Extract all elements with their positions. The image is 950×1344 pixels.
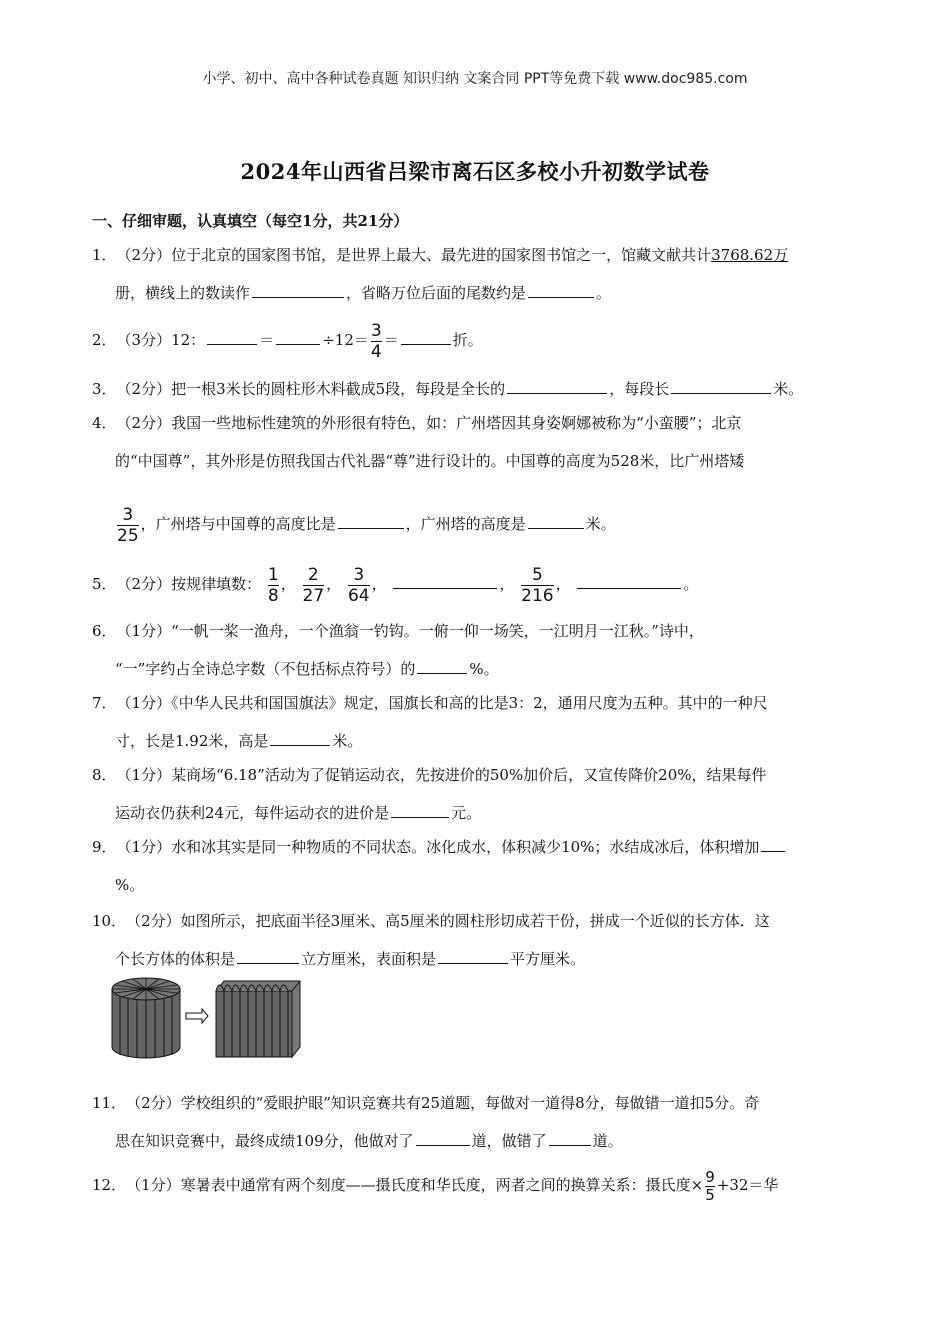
answer-blank[interactable] <box>393 572 497 589</box>
answer-blank[interactable] <box>528 281 594 298</box>
underlined-number: 3768.62万 <box>711 246 789 264</box>
answer-blank[interactable] <box>671 377 771 394</box>
fraction: $\frac{3}{64}$ <box>347 564 370 606</box>
fraction: $\frac{9}{5}$ <box>705 1167 715 1204</box>
exam-title: 2024年山西省吕梁市离石区多校小升初数学试卷 <box>240 159 710 184</box>
question-12: 12．（1分）寒暑表中通常有两个刻度——摄氏度和华氏度，两者之间的换算关系：摄氏度× $\frac{9}{5}$ +32＝华 <box>92 1167 779 1204</box>
question-2: 2．（3分）12： ＝ ÷12＝ $\frac{3}{4}$ ＝ 折。 <box>92 320 483 362</box>
site-banner: 小学、初中、高中各种试卷真题 知识归纳 文案合同 PPT等免费下载 www.doc985.com <box>202 71 748 87</box>
cylinder-to-cuboid-figure <box>108 975 308 1060</box>
answer-blank[interactable] <box>507 377 607 394</box>
question-9: 9．（1分）水和冰其实是同一种物质的不同状态。冰化成水，体积减少10%；水结成冰后，体积增加 %。 <box>92 828 864 904</box>
question-8: 8．（1分）某商场“6.18”活动为了促销运动衣，先按进价的50%加价后，又宣传降价20%，结果每件 运动衣仍获利24元，每件运动衣的进价是 元。 <box>92 766 767 822</box>
question-7: 7．（1分）《中华人民共和国国旗法》规定，国旗长和高的比是3：2，通用尺度为五种。其中的一种尺 寸，长是1.92米，高是 米。 <box>92 694 768 750</box>
answer-blank[interactable] <box>417 657 467 674</box>
fraction: $\frac{1}{8}$ <box>267 564 279 606</box>
answer-blank[interactable] <box>416 1129 470 1146</box>
arrow-icon <box>186 1009 208 1023</box>
answer-blank[interactable] <box>252 281 344 298</box>
answer-blank[interactable] <box>761 835 785 852</box>
question-5: 5．（2分）按规律填数： $\frac{1}{8}$ ， $\frac{2}{27}$ ， $\frac{3}{64}$ ， ， $\frac{5}{216}$ ， 。 <box>92 564 699 606</box>
answer-blank[interactable] <box>577 572 681 589</box>
question-6: 6．（1分）“一帆一桨一渔舟，一个渔翁一钓钩。一俯一仰一场笑，一江明月一江秋。”诗中， “一”字约占全诗总字数（不包括标点符号）的 %。 <box>92 622 704 678</box>
answer-blank[interactable] <box>338 512 404 529</box>
answer-blank[interactable] <box>549 1129 591 1146</box>
question-1: 1．（2分）位于北京的国家图书馆，是世界上最大、最先进的国家图书馆之一，馆藏文献共计3768.62万 册，横线上的数读作 ，省略万位后面的尾数约是 。 <box>92 246 789 302</box>
question-10: 10．（2分）如图所示，把底面半径3厘米、高5厘米的圆柱形切成若干份，拼成一个近似的长方体．这 个长方体的体积是 立方厘米，表面积是 平方厘米。 <box>92 912 770 968</box>
question-4-cont: $\frac{3}{25}$ ，广州塔与中国尊的高度比是 ，广州塔的高度是 米。 <box>117 504 616 546</box>
question-3: 3．（2分）把一根3米长的圆柱形木料截成5段，每段是全长的 ，每段长 米。 <box>92 370 864 408</box>
fraction: $\frac{2}{27}$ <box>302 564 325 606</box>
section-heading-1: 一、仔细审题，认真填空（每空1分，共21分） <box>92 212 409 230</box>
answer-blank[interactable] <box>237 947 299 964</box>
fraction: $\frac{3}{4}$ <box>370 320 382 362</box>
fraction: $\frac{3}{25}$ <box>117 504 139 546</box>
answer-blank[interactable] <box>401 328 451 345</box>
answer-blank[interactable] <box>391 801 449 818</box>
question-4: 4．（2分）我国一些地标性建筑的外形很有特色，如：广州塔因其身姿婀娜被称为“小蛮腰”；北京 的“中国尊”，其外形是仿照我国古代礼器“尊”进行设计的。中国尊的高度为528米，比广州塔矮 <box>92 414 745 470</box>
answer-blank[interactable] <box>528 512 584 529</box>
answer-blank[interactable] <box>276 328 320 345</box>
answer-blank[interactable] <box>207 328 257 345</box>
answer-blank[interactable] <box>438 947 508 964</box>
fraction: $\frac{5}{216}$ <box>521 564 554 606</box>
question-11: 11．（2分）学校组织的“爱眼护眼”知识竞赛共有25道题，每做对一道得8分，每做错一道扣5分。奇 思在知识竞赛中，最终成绩109分，他做对了 道，做错了 道。 <box>92 1094 760 1150</box>
answer-blank[interactable] <box>270 729 330 746</box>
